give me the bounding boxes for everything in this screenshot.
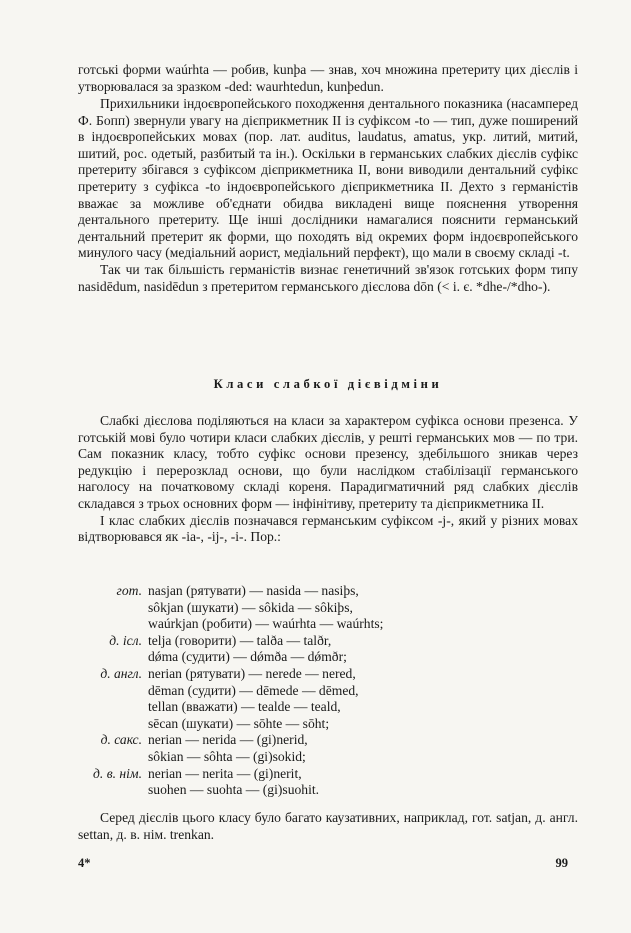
example-line: д. англ. nerian (рятувати) — nerede — nered, xyxy=(100,665,356,681)
example-line: д. сакс. nerian — nerida — (gi)nerid, xyxy=(100,732,308,748)
section-heading: Класи слабкої дієвідміни xyxy=(213,377,443,391)
example-line: tellan (вважати) — tealde — teald, xyxy=(148,699,341,715)
paragraph: Серед дієслів цього класу було багато каузативних, наприклад, гот. satjan, д. англ. settan, д. в. нім. trenkan. xyxy=(78,810,578,842)
paragraph: Так чи так більшість германістів визнає генетичний зв'язок готських форм типу nasidēdum, nasidēdun з претеритом германського дієслова dōn (< і. є. *dhe-/*dho-). xyxy=(78,261,578,294)
closing-section xyxy=(78,810,578,843)
paragraph: Прихильники індоєвропейського походження дентального показника (насамперед Ф. Бопп) звернули увагу на дієприкметник II із суфіксом -to — тип, дуже поширений в індоєвропейських мовах (пор. лат. auditus, laudatus, amatus, укр. литий, митий, шитий, рос. одетый, разбитый та ін.). Оскільки в германських слабких дієслів суфікс претериту збігався з суфіксом дієприкметника II, вони виводили дентальний суфікс претериту з суфікса -to індоєвропейського дієприкметника II. Дехто з германістів вважає за можливе об'єднати обидва викладені вище пояснення утворення дентального претериту. Ще інші дослідники намагалися пояснити германський дентальний претерит як форми, що походять від окремих форм індоєвропейського минулого часу (медіальний аорист, медіальний перфект), що мали в своєму складі -t. xyxy=(78,96,578,261)
example-line: sôkjan (шукати) — sôkida — sôkiþs, xyxy=(148,599,353,615)
example-line: dǿma (судити) — dǿmða — dǿmðr; xyxy=(148,649,347,665)
paragraph: І клас слабких дієслів позначався германським суфіксом -j-, який у різних мовах відтворювався як -ia-, -ij-, -i-. Пор.: xyxy=(78,512,578,545)
section-dental-origin xyxy=(78,96,578,295)
example-line: д. ісл. telja (говорити) — talða — talðr, xyxy=(109,632,332,648)
example-line: suohen — suohta — (gi)suohit. xyxy=(148,782,320,798)
example-line: д. в. нім. nerian — nerita — (gi)nerit, xyxy=(93,765,302,781)
example-line: sēcan (шукати) — sōhte — sōht; xyxy=(148,715,330,731)
example-list xyxy=(78,583,578,799)
example-line: waúrkjan (робити) — waúrhta — waúrhts; xyxy=(148,616,384,632)
paragraph-continued xyxy=(78,62,578,95)
paragraph: Слабкі дієслова поділяються на класи за характером суфікса основи презенса. У готській мові було чотири класи слабких дієслів, у решті германських мов — по три. Сам показник класу, тобто суфікс основи презенсу, здебільшого зникав через редукцію і перерозклад основи, що були наслідком стабілізації германського наголосу на початковому складі кореня. Парадигматичний ряд слабких дієслів складався з трьох основних форм — інфінітиву, претериту та дієприкметника II. xyxy=(78,413,578,511)
section-classes xyxy=(78,413,578,546)
signature-mark: 4* xyxy=(78,856,91,870)
paragraph: готські форми waúrhta — робив, kunþa — знав, хоч множина претериту цих дієслів і утворювалася за зразком -ded: waurhtedun, kunþedun. xyxy=(78,62,578,94)
page-number: 99 xyxy=(555,856,568,870)
example-line: dēman (судити) — dēmede — dēmed, xyxy=(148,682,359,698)
example-line: гот. nasjan (рятувати) — nasida — nasiþs, xyxy=(116,583,359,598)
example-line: sôkian — sôhta — (gi)sokid; xyxy=(148,748,306,764)
